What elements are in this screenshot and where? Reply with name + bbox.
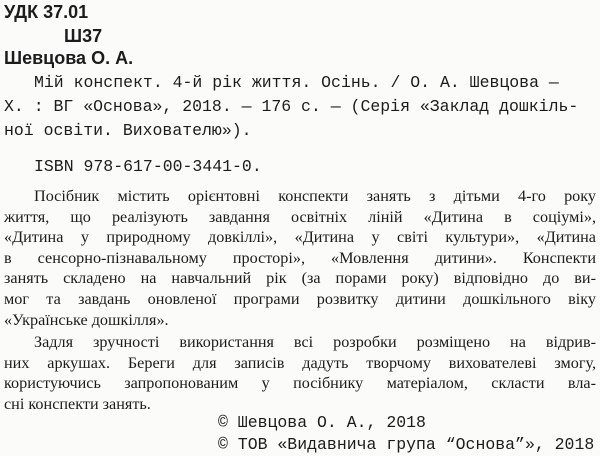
isbn: ISBN 978-617-00-3441-0. (34, 157, 262, 176)
note-line: сні конспекти занять. (4, 394, 151, 413)
note-line: них аркушах. Береги для записів дадуть творчому вихователеві змогу, (4, 353, 596, 372)
bib-line: ної освіти. Вихователю»). (4, 121, 252, 140)
bib-line: Мій конспект. 4-й рік життя. Осінь. / О. А. Шевцова — (34, 73, 559, 92)
annotation (4, 186, 596, 330)
annotation-line: занять складено на навчальний рік (за порами року) відповідно до ви- (4, 269, 596, 288)
usage-note (4, 332, 596, 414)
annotation-line: в сенсорно-пізнавальному просторі», «Мовлення дитини». Конспекти (4, 248, 596, 267)
annotation-line: Посібник містить орієнтовні конспекти занять з дітьми 4-го року (34, 187, 596, 205)
udk-code: УДК 37.01 (4, 2, 89, 22)
annotation-line: «Українське дошкілля». (4, 310, 169, 329)
bib-line: Х. : ВГ «Основа», 2018. — 176 с. — (Серія «Заклад дошкіль- (4, 97, 579, 116)
author-mark: Ш37 (64, 26, 103, 46)
annotation-line: мог та завдань оновленої програми розвитку дитини дошкільного віку (4, 289, 596, 308)
annotation-line: «Дитина у природному довкіллі», «Дитина у світі культури», «Дитина (4, 228, 596, 247)
note-line: користуючись запропонованим у посібнику матеріалом, скласти вла- (4, 374, 596, 393)
author-heading: Шевцова О. А. (4, 48, 134, 68)
copyright-author: © Шевцова О. А., 2018 (218, 413, 426, 432)
annotation-line: життя, що реалізують завдання освітніх ліній «Дитина в соціумі», (4, 207, 596, 226)
copyright-publisher: © ТОВ «Видавнича група “Основа”», 2018 (218, 435, 595, 454)
note-line: Задля зручності використання всі розробки розміщено на відрив- (34, 333, 596, 351)
